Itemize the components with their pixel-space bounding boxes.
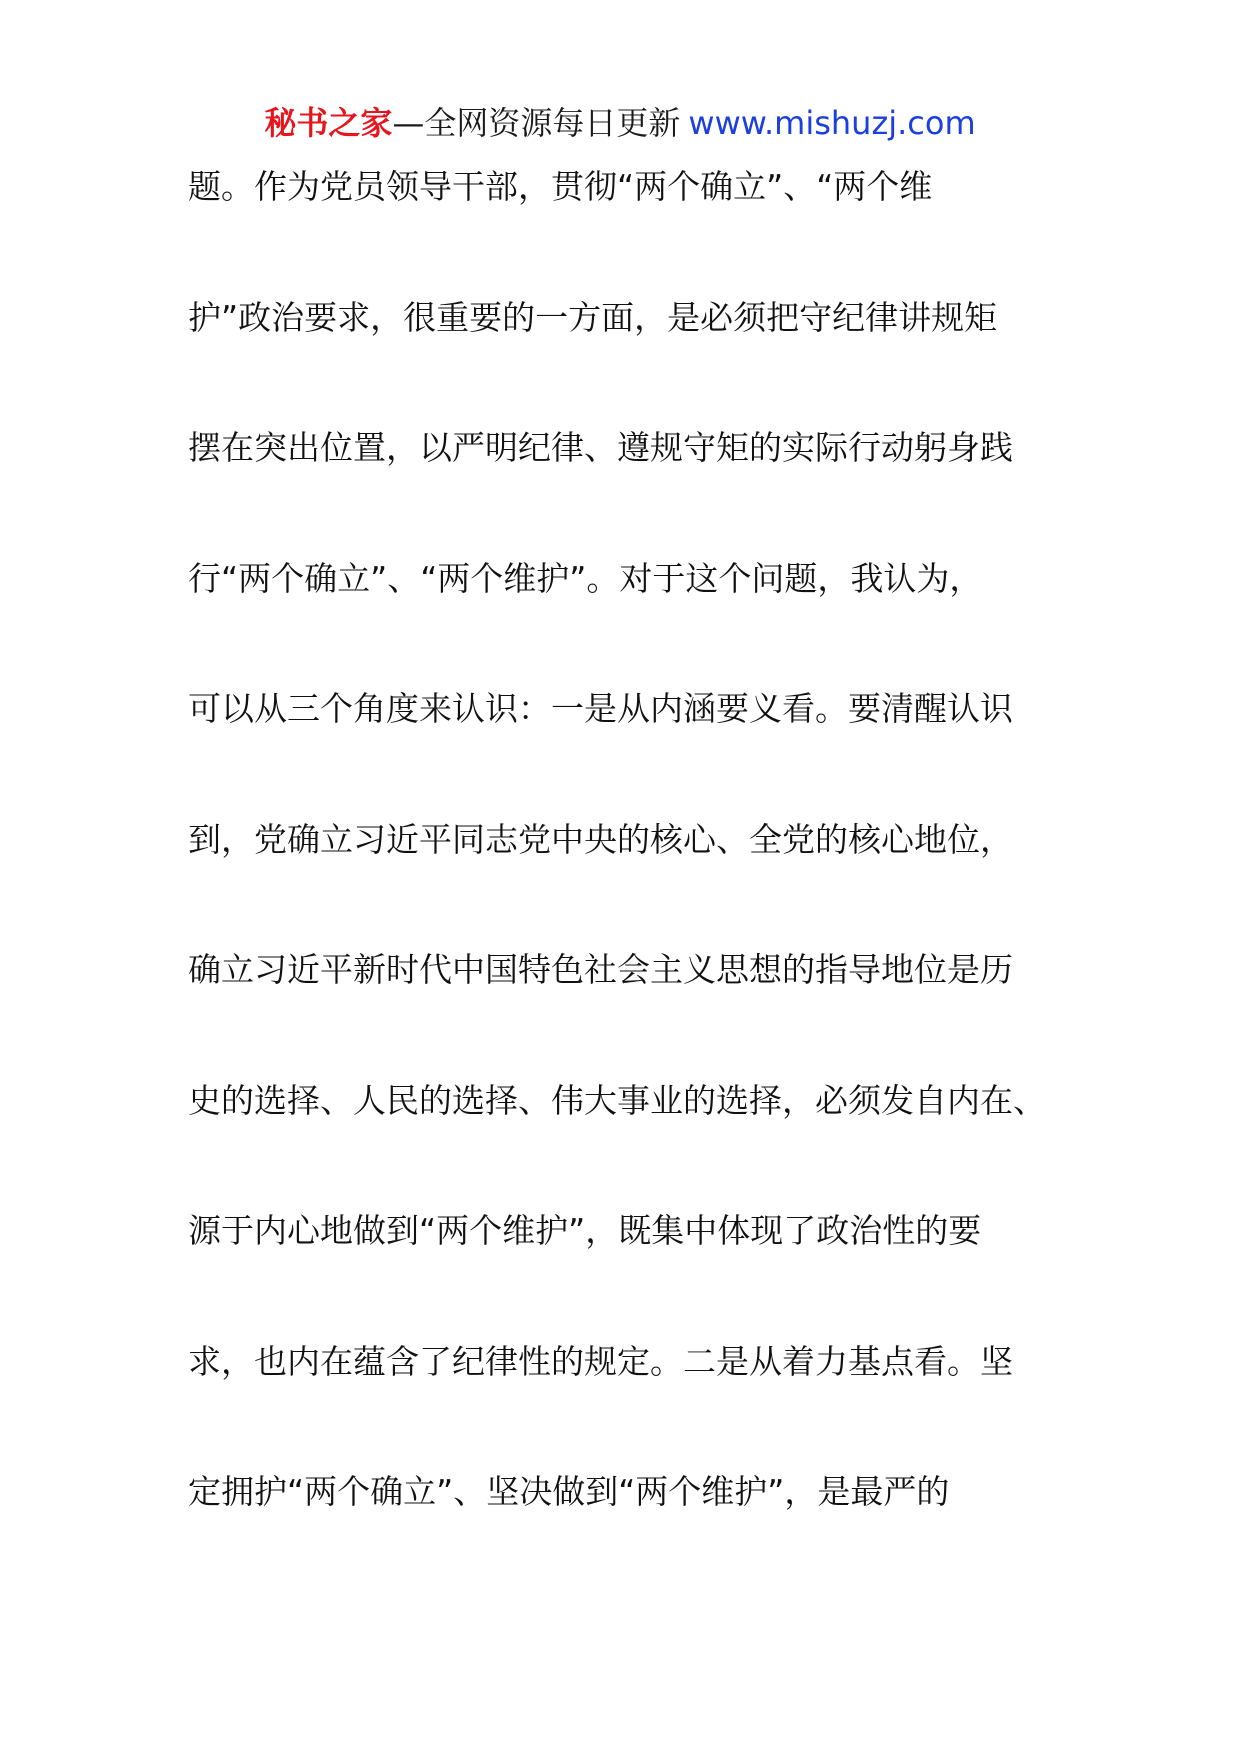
text-line: 题。作为党员领导干部，贯彻“两个确立”、“两个维 — [188, 167, 933, 206]
text-line: 史的选择、人民的选择、伟大事业的选择，必须发自内在、 — [188, 1080, 1046, 1120]
text-line: 求，也内在蕴含了纪律性的规定。二是从着力基点看。坚 — [188, 1341, 1013, 1381]
text-line: 确立习近平新时代中国特色社会主义思想的指导地位是历 — [188, 950, 1013, 989]
website-link[interactable]: www.mishuzj.com — [688, 104, 976, 142]
text-line: 到，党确立习近平同志党中央的核心、全党的核心地位， — [188, 819, 1013, 859]
text-line: 护”政治要求，很重要的一方面，是必须把守纪律讲规矩 — [188, 297, 998, 337]
text-line: 可以从三个角度来认识：一是从内涵要义看。要清醒认识 — [188, 689, 1013, 728]
text-line: 摆在突出位置，以严明纪律、遵规守矩的实际行动躬身践 — [188, 428, 1013, 467]
page-header — [0, 101, 1240, 145]
brand-name: 秘书之家 — [264, 104, 393, 142]
text-line: 源于内心地做到“两个维护”，既集中体现了政治性的要 — [188, 1211, 982, 1250]
text-line: 定拥护“两个确立”、坚决做到“两个维护”，是最严的 — [188, 1472, 950, 1511]
header-slogan: —全网资源每日更新 — [392, 104, 681, 142]
document-body — [188, 165, 1088, 1601]
text-line: 行“两个确立”、“两个维护”。对于这个问题，我认为， — [188, 558, 983, 598]
